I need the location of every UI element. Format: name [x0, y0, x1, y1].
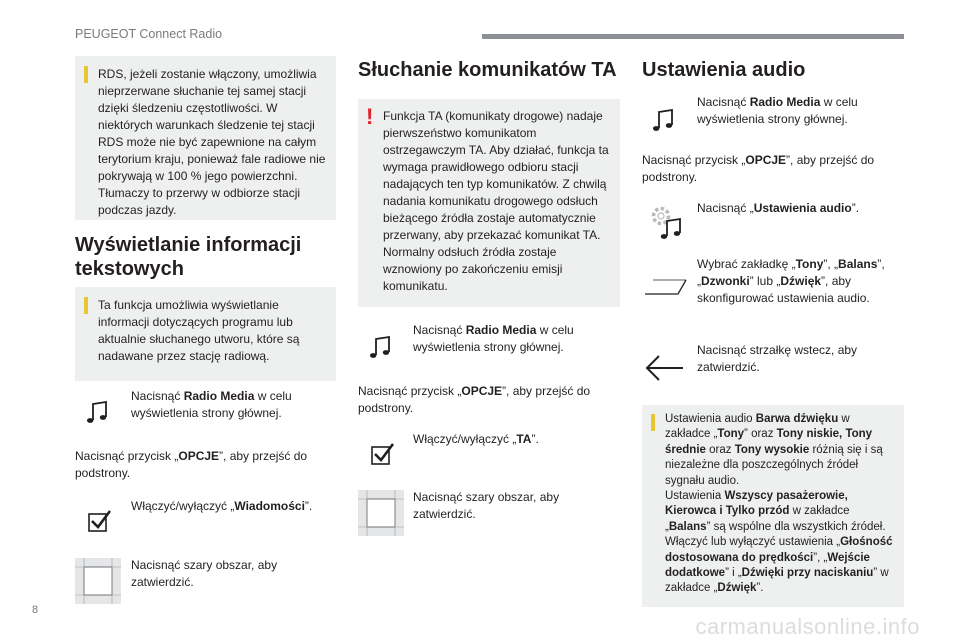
audio-settings-icon	[650, 205, 684, 241]
section-title-ta: Słuchanie komunikatów TA	[358, 59, 617, 81]
audio-note-line2: Ustawienia Wszyscy pasażerowie, Kierowca i Tylko przód w zakładce „Balans” są wspólne dla wszystkich źródeł.	[665, 490, 886, 533]
col2-step4: Nacisnąć szary obszar, aby zatwierdzić.	[413, 490, 560, 521]
music-note-icon	[369, 336, 391, 360]
col3-step4: Wybrać zakładkę „Tony”, „Balans”, „Dzwonki” lub „Dźwięk”, aby skonfigurować ustawienia audio.	[697, 257, 885, 305]
ta-warning-text: Funkcja TA (komunikaty drogowe) nadaje pierwszeństwo komunikatom ostrzegawczym TA. Aby działać, funkcja ta wymaga prawidłowego odbioru stacji nadających ten typ komunikatów. Z chwilą nadania komunikatu drogowego odsłuch bieżącego źródła zostaje automatycznie przerwany, aby przekazać komunikat TA. Normalny odsłuch źródła zostaje wznowiony po zakończeniu emisji komunikatu.	[383, 109, 609, 293]
grey-area-icon	[358, 490, 404, 536]
section-title-text-info: Wyświetlanie informacji tekstowych	[75, 234, 302, 280]
info-marker-icon	[84, 297, 88, 314]
text-info-note-box	[75, 287, 336, 381]
section-title-audio: Ustawienia audio	[642, 59, 806, 81]
grey-area-icon	[75, 558, 121, 604]
checkbox-icon	[88, 509, 114, 533]
col3-step5: Nacisnąć strzałkę wstecz, aby zatwierdzić.	[697, 343, 858, 374]
music-note-icon	[652, 109, 674, 133]
col3-step1: Nacisnąć Radio Media w celu wyświetlenia strony głównej.	[697, 95, 858, 126]
back-arrow-icon	[645, 353, 685, 383]
music-note-icon	[86, 401, 108, 425]
col1-step3: Włączyć/wyłączyć „Wiadomości”.	[131, 499, 313, 513]
warning-exclamation-icon: !	[366, 104, 374, 129]
col1-step4: Nacisnąć szary obszar, aby zatwierdzić.	[131, 558, 278, 589]
page-number: 8	[32, 604, 39, 616]
audio-note-line1: Ustawienia audio Barwa dźwięku w zakładce „Tony” oraz Tony niskie, Tony średnie oraz Tony wysokie różnią się i są niezależne dla poszczególnych źródeł sygnału audio.	[665, 413, 883, 487]
col2-step3: Włączyć/wyłączyć „TA”.	[413, 432, 539, 446]
col2-step1: Nacisnąć Radio Media w celu wyświetlenia strony głównej.	[413, 323, 574, 354]
info-marker-icon	[651, 414, 655, 431]
audio-note-line3: Włączyć lub wyłączyć ustawienia „Głośność dostosowana do prędkości”, „Wejście dodatkowe” i „Dźwięki przy naciskaniu” w zakładce „Dźwięk”.	[665, 536, 893, 595]
tab-icon	[644, 278, 690, 296]
checkbox-icon	[371, 442, 397, 466]
ta-warning-box	[358, 99, 620, 307]
rds-note-box	[75, 56, 336, 220]
text-info-note-text: Ta funkcja umożliwia wyświetlanie informacji dotyczących programu lub aktualnie słuchanego utworu, które są nadawane przez stację radiową.	[98, 298, 300, 363]
col2-step2: Nacisnąć przycisk „OPCJE”, aby przejść do podstrony.	[358, 384, 591, 415]
rds-note-text: RDS, jeżeli zostanie włączony, umożliwia nieprzerwane słuchanie tej samej stacji dzięki śledzeniu częstotliwości. W niektórych warunkach śledzenie tej stacji RDS może nie być zapewnione na całym terytorium kraju, ponieważ fale radiowe nie pokrywają w 100 % jego powierzchni. Tłumaczy to przerwy w odbiorze stacji podczas jazdy.	[98, 67, 326, 217]
col1-step1: Nacisnąć Radio Media w celu wyświetlenia strony głównej.	[131, 389, 292, 420]
info-marker-icon	[84, 66, 88, 83]
col3-step2: Nacisnąć przycisk „OPCJE”, aby przejść do podstrony.	[642, 153, 875, 184]
header-bar	[482, 34, 904, 39]
col1-step2: Nacisnąć przycisk „OPCJE”, aby przejść do podstrony.	[75, 449, 308, 480]
audio-note-box	[642, 405, 904, 607]
col3-step3: Nacisnąć „Ustawienia audio”.	[697, 201, 860, 215]
watermark: carmanualsonline.info	[695, 614, 920, 639]
running-header: PEUGEOT Connect Radio	[75, 27, 223, 41]
